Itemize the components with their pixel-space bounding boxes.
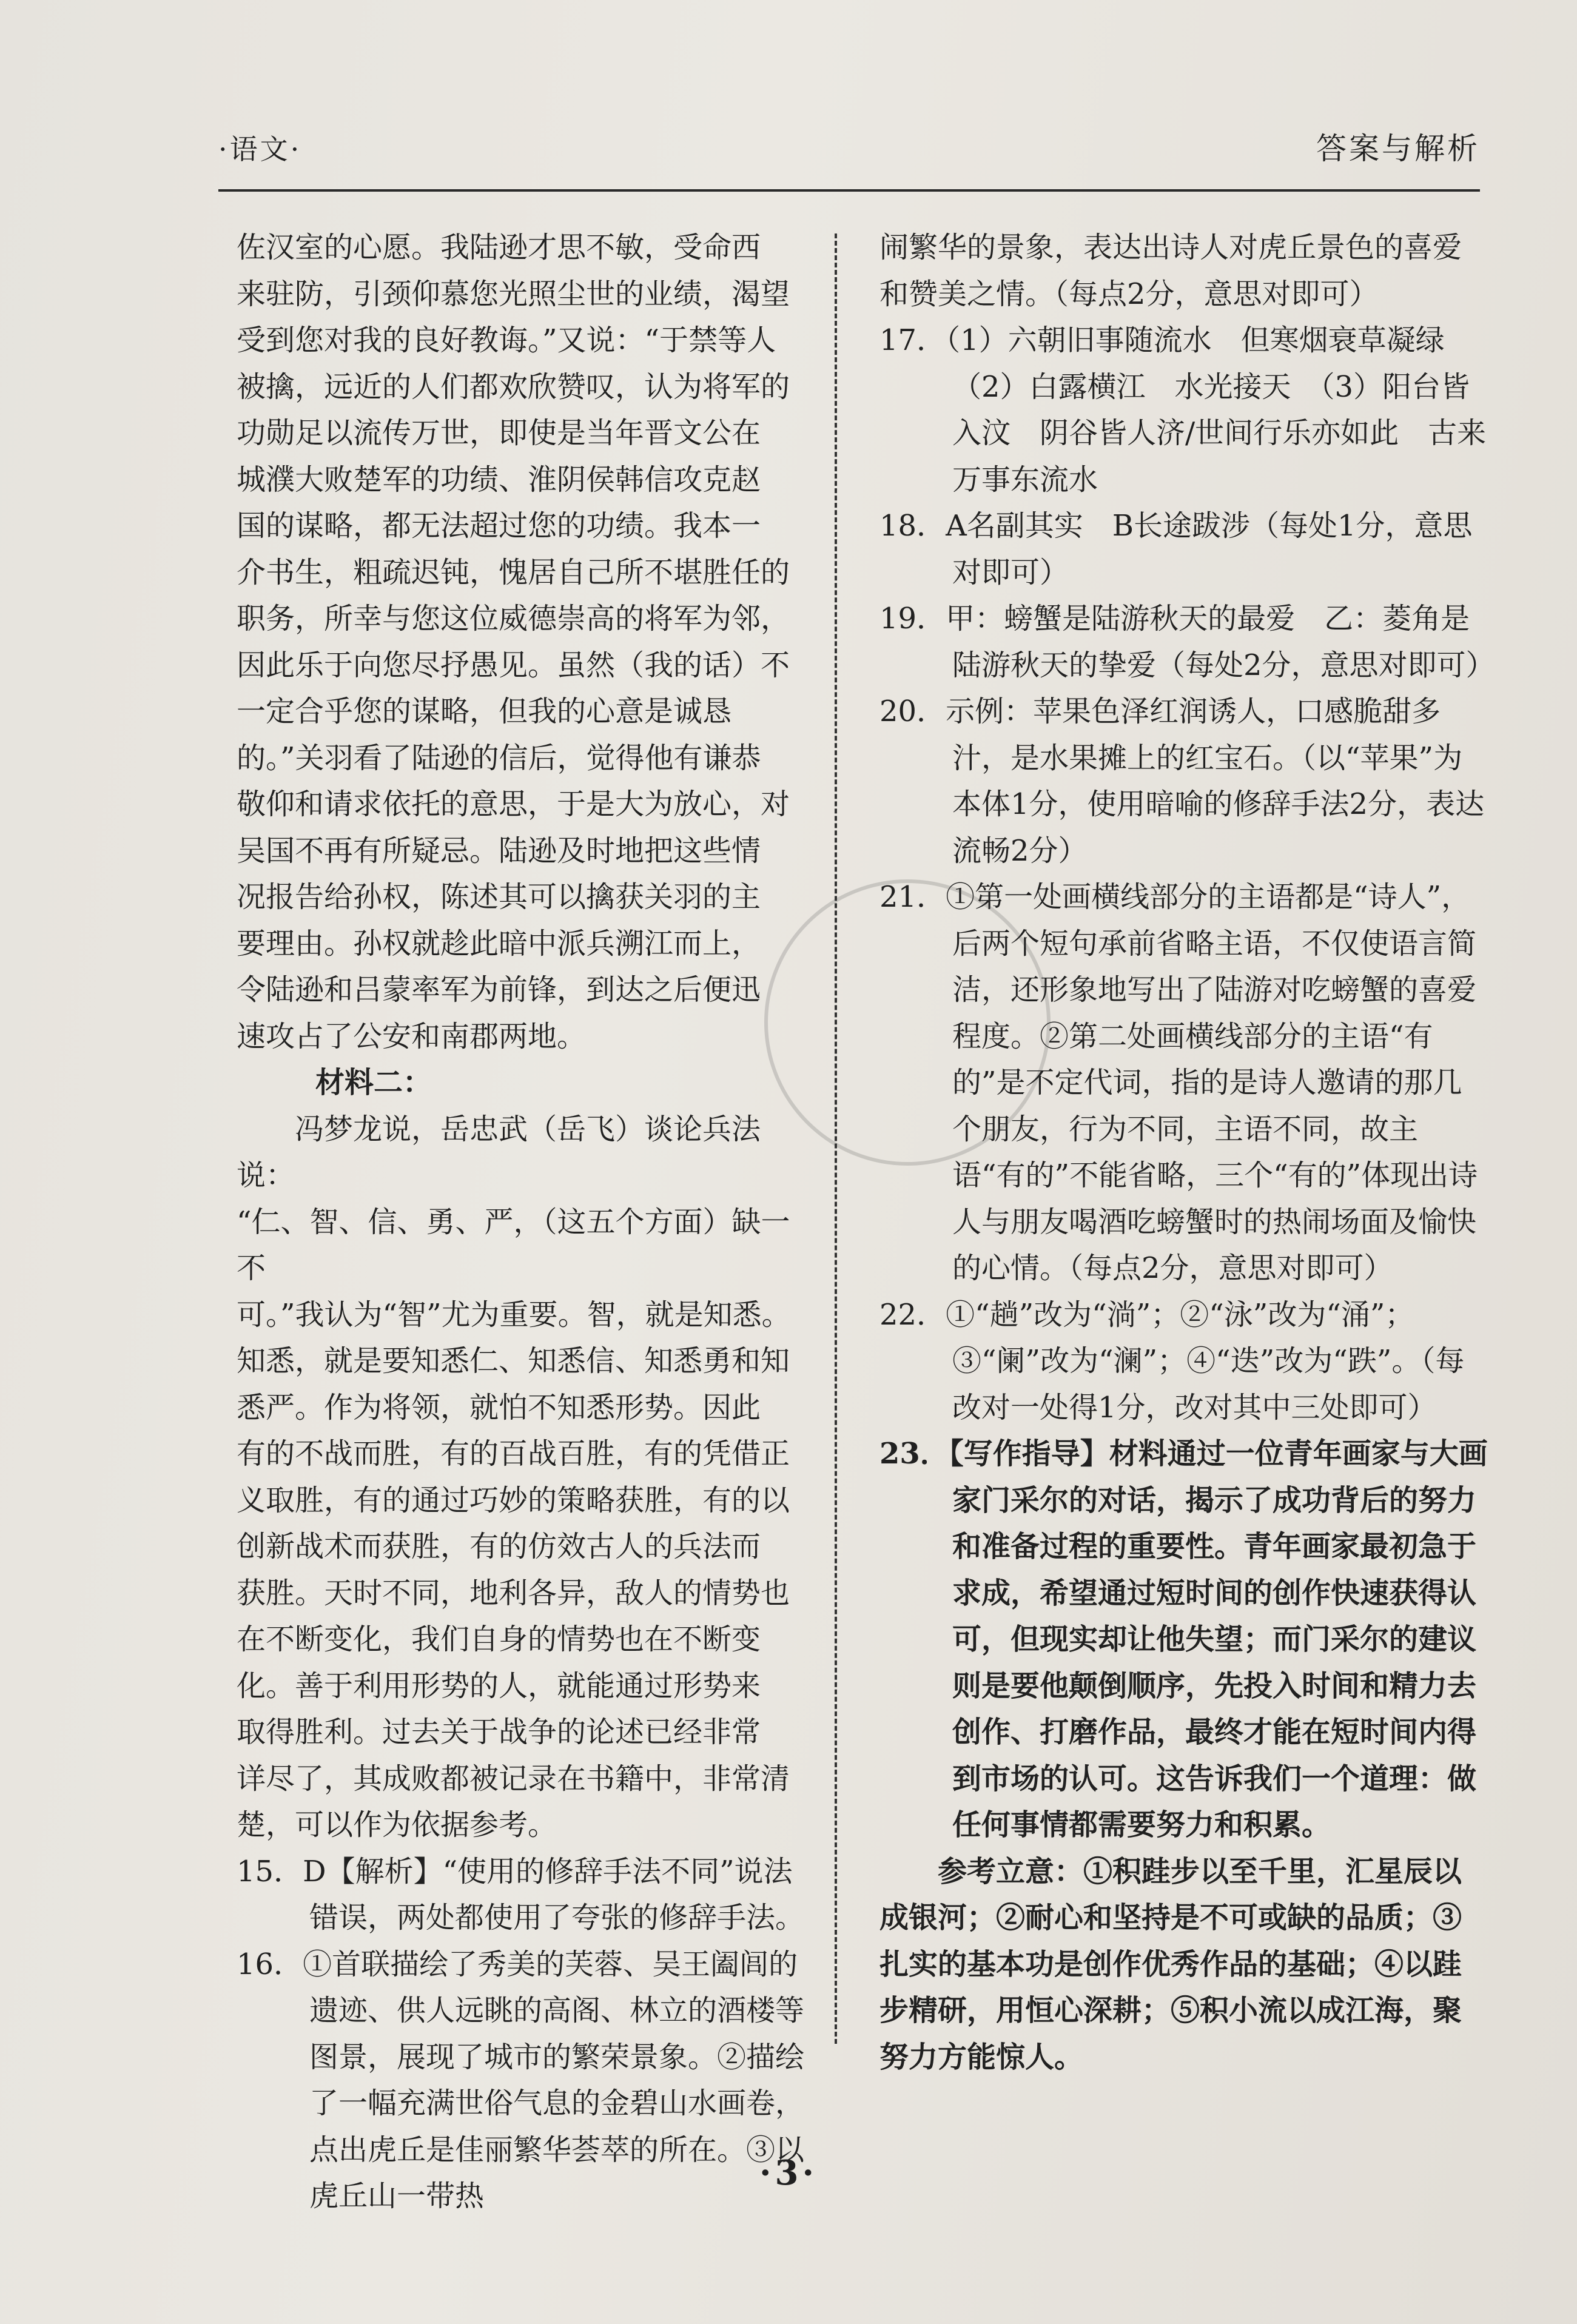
text-line: 的。”关羽看了陆逊的信后，觉得他有谦恭 (237, 741, 761, 775)
text-line: 义取胜，有的通过巧妙的策略获胜，有的以 (237, 1483, 790, 1517)
text-line: 可。”我认为“智”尤为重要。智，就是知悉。 (237, 1297, 791, 1332)
answer-20: 20．示例：苹果色泽红润诱人，口感脆甜多汁，是水果摊上的红宝石。（以“苹果”为本体1分，使用暗喻的修辞手法2分，表达流畅2分） (879, 694, 1485, 868)
text-line: 被擒，远近的人们都欢欣赞叹，认为将军的 (237, 369, 790, 404)
text-line: 职务，所幸与您这位威德崇高的将军为邻， (237, 602, 790, 636)
text-line: 悉严。作为将领，就怕不知悉形势。因此 (237, 1390, 761, 1425)
text-line: 详尽了，其成败都被记录在书籍中，非常清 (237, 1761, 790, 1796)
text-line: 况报告给孙权，陈述其可以擒获关羽的主 (237, 880, 761, 914)
material-two-heading: 材料二： (315, 1066, 432, 1100)
text-line: 在不断变化，我们自身的情势也在不断变 (237, 1622, 761, 1656)
watermark-stamp (764, 879, 1051, 1166)
section-header: 答案与解析 (1316, 131, 1480, 166)
page-number: ·3· (759, 2153, 818, 2193)
text-line: 取得胜利。过去关于战争的论述已经非常 (237, 1715, 761, 1749)
answer-16: 16．①首联描绘了秀美的芙蓉、吴王阖闾的遗迹、供人远眺的高阁、林立的酒楼等图景，展现了城市的繁荣景象。②描绘了一幅充满世俗气息的金碧山水画卷，点出虎丘是佳丽繁华荟萃的所在。③以虎丘山一带热 (237, 1947, 805, 2213)
text-line: 一定合乎您的谋略，但我的心意是诚恳 (237, 694, 732, 728)
text-line: 有的不战而胜，有的百战百胜，有的凭借正 (237, 1437, 790, 1471)
text-line: 功勋足以流传万世，即使是当年晋文公在 (237, 416, 761, 450)
text-line: 楚，可以作为依据参考。 (237, 1808, 557, 1842)
answer-19: 19．甲：螃蟹是陆游秋天的最爱 乙：菱角是陆游秋天的挚爱（每处2分，意思对即可） (879, 602, 1495, 682)
answer-21: 21．①第一处画横线部分的主语都是“诗人”，后两个短句承前省略主语，不仅使语言简洁，还形象地写出了陆游对吃螃蟹的喜爱程度。②第二处画横线部分的主语“有的”是不定代词，指的是诗人邀请的那几个朋友，行为不同，主语不同，故主语“有的”不能省略，三个“有的”体现出诗人与朋友喝酒吃螃蟹时的热闹场面及愉快的心情。（每点2分，意思对即可） (879, 880, 1478, 1285)
text-line: “仁、智、信、勇、严，（这五个方面）缺一不 (237, 1204, 790, 1285)
answer-22: 22．①“趟”改为“淌”；②“泳”改为“涌”；③“阑”改为“澜”；④“迭”改为“跌”。（每改对一处得1分，改对其中三处即可） (879, 1297, 1465, 1425)
text-line: 创新战术而获胜，有的仿效古人的兵法而 (237, 1530, 761, 1563)
text-line: 速攻占了公安和南郡两地。 (237, 1019, 587, 1053)
text-line: 介书生，粗疏迟钝，愧居自己所不堪胜任的 (237, 555, 790, 589)
answer-17: 17．（1）六朝旧事随流水 但寒烟衰草凝绿 （2）白露横江 水光接天 （3）阳台皆入汶 阴谷皆人济/世间行乐亦如此 古来万事东流水 (879, 323, 1487, 497)
text-line: 要理由。孙权就趁此暗中派兵溯江而上， (237, 926, 761, 961)
text-line: 城濮大败楚军的功绩、淮阴侯韩信攻克赵 (237, 462, 761, 497)
answer-15: 15．D【解析】“使用的修辞手法不同”说法错误，两处都使用了夸张的修辞手法。 (237, 1854, 805, 1935)
text-line: 知悉，就是要知悉仁、知悉信、知悉勇和知 (237, 1344, 790, 1378)
text-line: 化。善于利用形势的人，就能通过形势来 (237, 1668, 761, 1703)
answer-23-reference-themes: 参考立意：①积跬步以至千里，汇星辰以成银河；②耐心和坚持是不可或缺的品质；③扎实的基本功是创作优秀作品的基础；④以跬步精研，用恒心深耕；⑤积小流以成江海，聚努力方能惊人。 (879, 1854, 1462, 2074)
left-column (237, 224, 807, 2220)
text-line: 获胜。天时不同，地利各异，敌人的情势也 (237, 1576, 790, 1610)
text-line: 佐汉室的心愿。我陆逊才思不敏，受命西 (237, 230, 761, 264)
text-line: 吴国不再有所疑忌。陆逊及时地把这些情 (237, 833, 761, 868)
subject-header: ·语文· (218, 133, 302, 166)
header-rule (218, 189, 1480, 192)
answer-16-continued: 闹繁华的景象，表达出诗人对虎丘景色的喜爱和赞美之情。（每点2分，意思对即可） (879, 230, 1462, 311)
text-line: 敬仰和请求依托的意思，于是大为放心，对 (237, 787, 790, 821)
text-line: 来驻防，引颈仰慕您光照尘世的业绩，渴望 (237, 277, 790, 311)
right-column (879, 224, 1495, 2080)
text-line: 因此乐于向您尽抒愚见。虽然（我的话）不 (237, 648, 790, 682)
answer-23-writing-guide: 23．【写作指导】材料通过一位青年画家与大画家门采尔的对话，揭示了成功背后的努力和准备过程的重要性。青年画家最初急于求成，希望通过短时间的创作快速获得认可，但现实却让他失望；而门采尔的建议则是要他颠倒顺序，先投入时间和精力去创作、打磨作品，最终才能在短时间内得到市场的认可。这告诉我们一个道理：做任何事情都需要努力和积累。 (879, 1437, 1488, 1842)
answer-18: 18．A名副其实 B长途跋涉（每处1分，意思对即可） (879, 509, 1473, 589)
text-line: 受到您对我的良好教诲。”又说：“于禁等人 (237, 323, 776, 357)
text-line: 冯梦龙说，岳忠武（岳飞）谈论兵法说： (237, 1112, 761, 1192)
text-line: 令陆逊和吕蒙率军为前锋，到达之后便迅 (237, 973, 761, 1007)
text-line: 国的谋略，都无法超过您的功绩。我本一 (237, 509, 761, 543)
